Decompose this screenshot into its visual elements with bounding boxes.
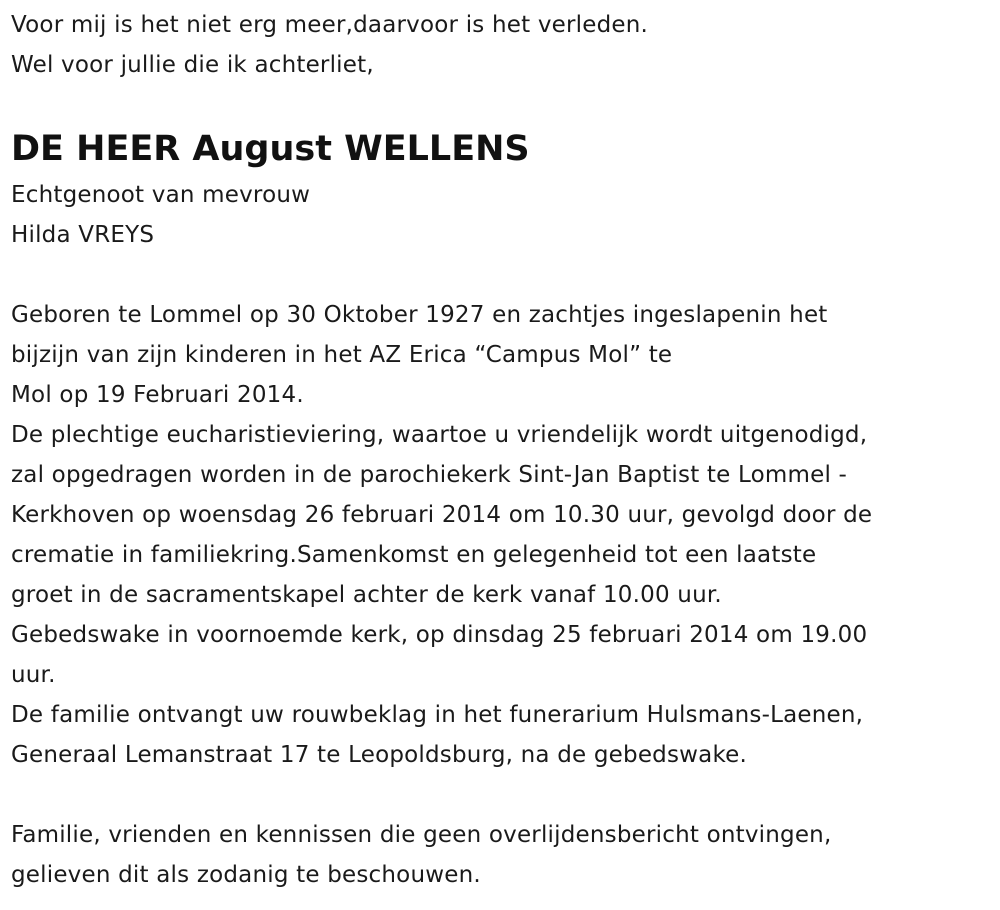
closing-line-2: gelieven dit als zodanig te beschouwen. — [11, 862, 481, 888]
spacer — [11, 85, 996, 125]
spouse-line-2: Hilda VREYS — [11, 222, 155, 248]
body-line: Generaal Lemanstraat 17 te Leopoldsburg, na de gebedswake. — [11, 742, 748, 768]
body-line: Kerkhoven op woensdag 26 februari 2014 om 10.30 uur, gevolgd door de — [11, 502, 873, 528]
body-line: zal opgedragen worden in de parochiekerk Sint-Jan Baptist te Lommel - — [11, 462, 848, 488]
intro-line-2: Wel voor jullie die ik achterliet, — [11, 52, 374, 78]
body-line: crematie in familiekring.Samenkomst en gelegenheid tot een laatste — [11, 542, 817, 568]
body-line: Mol op 19 Februari 2014. — [11, 382, 304, 408]
deceased-name-heading: DE HEER August WELLENS — [11, 129, 530, 169]
spacer — [11, 775, 996, 815]
intro-line-1: Voor mij is het niet erg meer,daarvoor is het verleden. — [11, 12, 649, 38]
body-line: Geboren te Lommel op 30 Oktober 1927 en zachtjes ingeslapenin het — [11, 302, 828, 328]
spacer — [11, 255, 996, 295]
spouse-line-1: Echtgenoot van mevrouw — [11, 182, 311, 208]
body-line: uur. — [11, 662, 56, 688]
body-line: bijzijn van zijn kinderen in het AZ Erica “Campus Mol” te — [11, 342, 673, 368]
body-line: Gebedswake in voornoemde kerk, op dinsdag 25 februari 2014 om 19.00 — [11, 622, 868, 648]
obituary-notice — [11, 5, 996, 895]
body-line: De plechtige eucharistieviering, waartoe u vriendelijk wordt uitgenodigd, — [11, 422, 868, 448]
body-line: De familie ontvangt uw rouwbeklag in het funerarium Hulsmans-Laenen, — [11, 702, 864, 728]
body-line: groet in de sacramentskapel achter de kerk vanaf 10.00 uur. — [11, 582, 722, 608]
closing-line-1: Familie, vrienden en kennissen die geen overlijdensbericht ontvingen, — [11, 822, 832, 848]
